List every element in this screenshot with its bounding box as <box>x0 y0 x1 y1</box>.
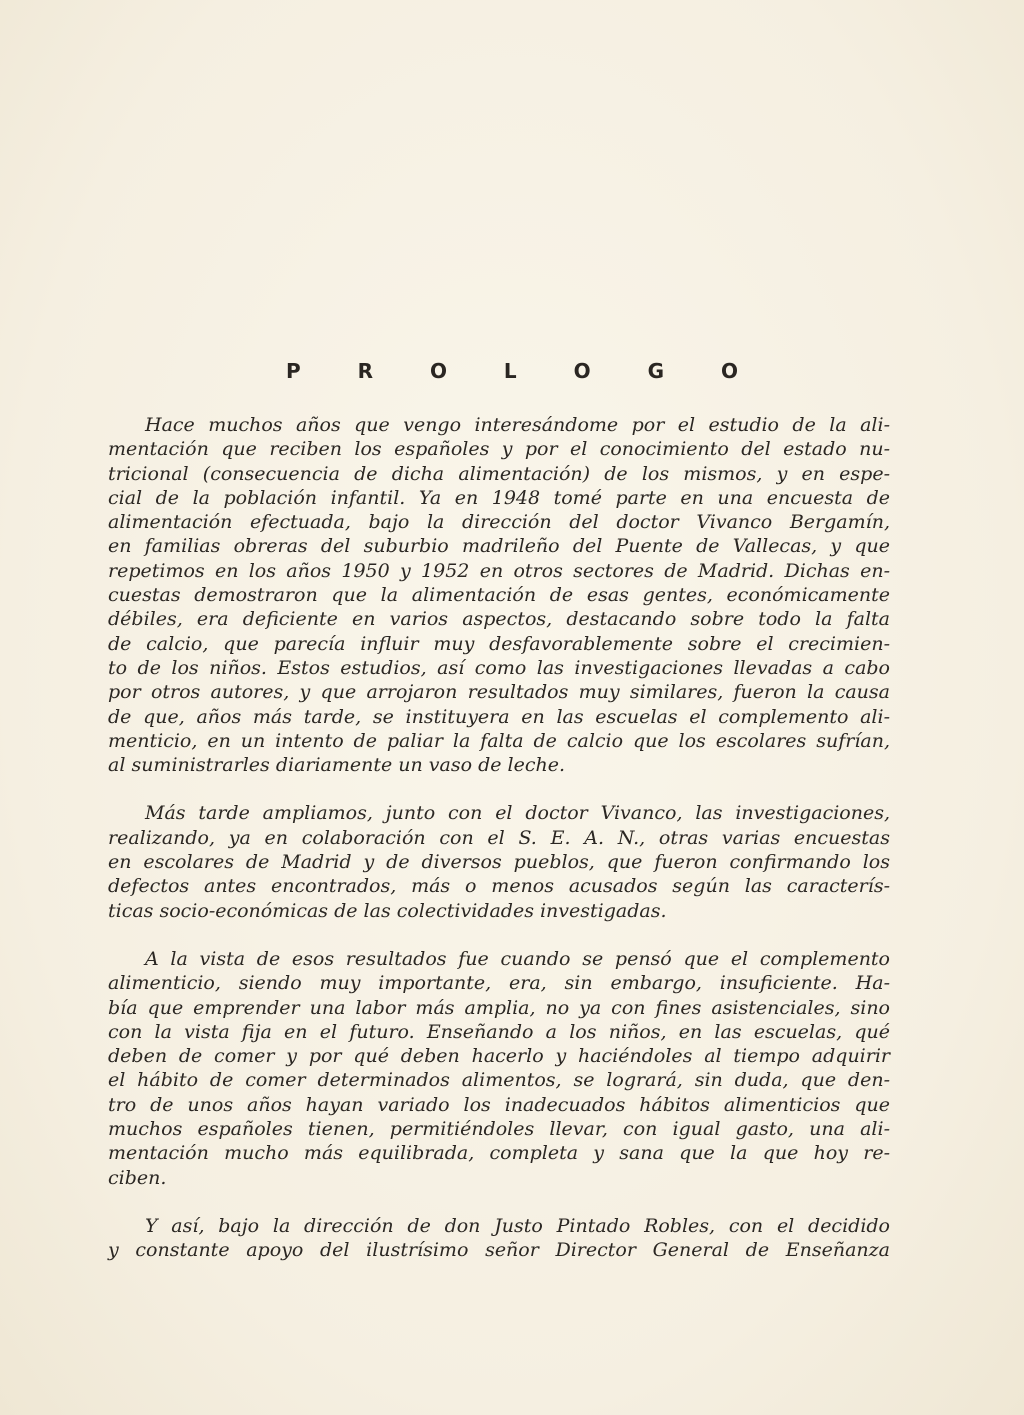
text-line: ticas socio-económicas de las colectividades investigadas. <box>108 899 667 922</box>
text-line: mentación mucho más equilibrada, completa y sana que la que hoy re- <box>108 1142 890 1165</box>
text-line: débiles, era deficiente en varios aspectos, destacando sobre todo la falta <box>108 608 890 631</box>
text-line: Más tarde ampliamos, junto con el doctor Vivanco, las investigaciones, <box>145 802 890 825</box>
text-line: alimentación efectuada, bajo la dirección del doctor Vivanco Bergamín, <box>108 511 890 534</box>
text-line: tricional (consecuencia de dicha alimentación) de los mismos, y en espe- <box>108 462 890 485</box>
paragraph <box>108 801 890 922</box>
text-line: en escolares de Madrid y de diversos pueblos, que fueron confirmando los <box>108 851 890 874</box>
text-line: tro de unos años hayan variado los inadecuados hábitos alimenticios que <box>108 1093 890 1116</box>
text-line: cial de la población infantil. Ya en 1948 tomé parte en una encuesta de <box>108 486 890 509</box>
text-line: to de los niños. Estos estudios, así como las investigaciones llevadas a cabo <box>108 656 890 679</box>
text-line: bía que emprender una labor más amplia, no ya con fines asistenciales, sino <box>108 996 890 1019</box>
text-line: el hábito de comer determinados alimentos, se logrará, sin duda, que den- <box>108 1069 890 1092</box>
text-line: Hace muchos años que vengo interesándome por el estudio de la ali- <box>145 414 890 436</box>
paragraph <box>108 947 890 1190</box>
text-line: menticio, en un intento de paliar la falta de calcio que los escolares sufrían, <box>108 729 890 752</box>
text-line: ciben. <box>108 1166 167 1189</box>
text-line: Y así, bajo la dirección de don Justo Pintado Robles, con el decidido <box>145 1214 890 1237</box>
text-line: de que, años más tarde, se instituyera en las escuelas el complemento ali- <box>108 705 890 728</box>
paragraph <box>108 413 890 777</box>
text-line: al suministrarles diariamente un vaso de leche. <box>108 754 566 777</box>
text-line: por otros autores, y que arrojaron resultados muy similares, fueron la causa <box>108 681 890 704</box>
text-line: con la vista fija en el futuro. Enseñando a los niños, en las escuelas, qué <box>108 1020 890 1043</box>
text-line: deben de comer y por qué deben hacerlo y haciéndoles al tiempo adquirir <box>108 1045 890 1068</box>
paragraph <box>108 1214 890 1263</box>
text-line: de calcio, que parecía influir muy desfavorablemente sobre el crecimien- <box>108 632 890 655</box>
text-line: muchos españoles tienen, permitiéndoles llevar, con igual gasto, una ali- <box>108 1118 890 1141</box>
page-title: P R O L O G O <box>285 359 763 383</box>
text-line: y constante apoyo del ilustrísimo señor Director General de Enseñanza <box>108 1239 890 1262</box>
text-line: defectos antes encontrados, más o menos acusados según las caracterís- <box>108 875 890 898</box>
text-line: realizando, ya en colaboración con el S. E. A. N., otras varias encuestas <box>108 826 890 849</box>
text-line: mentación que reciben los españoles y por el conocimiento del estado nu- <box>108 438 890 461</box>
text-line: repetimos en los años 1950 y 1952 en otros sectores de Madrid. Dichas en- <box>108 559 890 582</box>
text-line: A la vista de esos resultados fue cuando se pensó que el complemento <box>145 947 890 970</box>
text-line: en familias obreras del suburbio madrileño del Puente de Vallecas, y que <box>108 535 890 558</box>
text-line: alimenticio, siendo muy importante, era, sin embargo, insuficiente. Ha- <box>108 972 890 995</box>
document-body <box>108 413 890 1263</box>
text-line: cuestas demostraron que la alimentación de esas gentes, económicamente <box>108 584 890 607</box>
